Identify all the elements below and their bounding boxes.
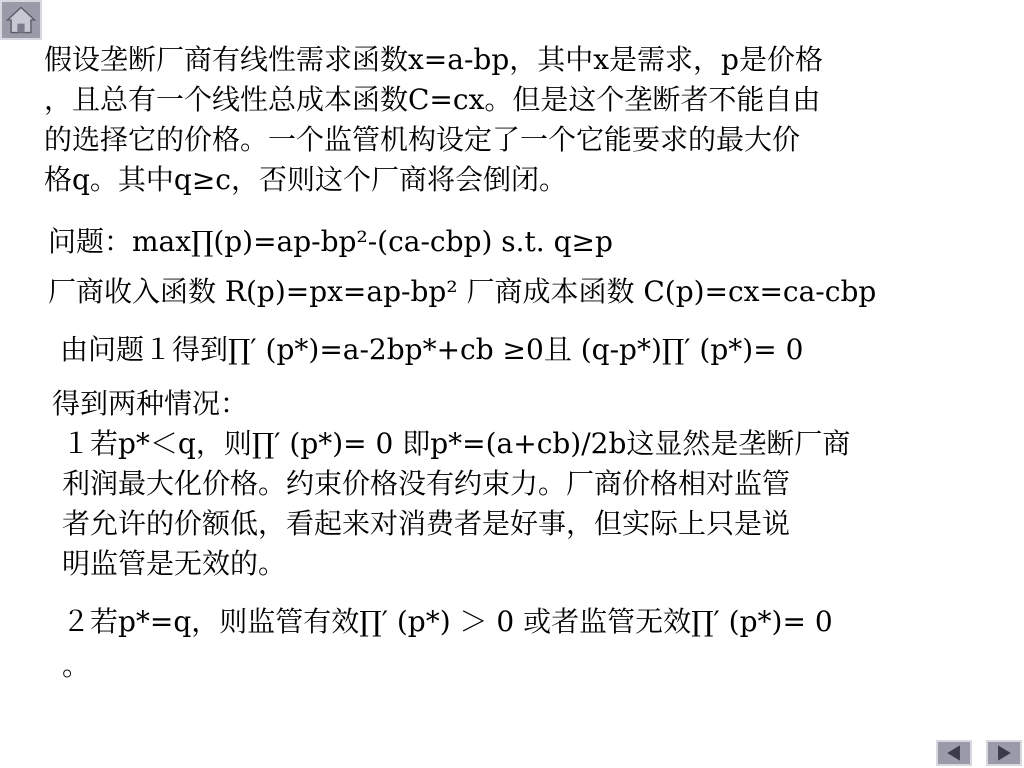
intro-line-2: ，且总有一个线性总成本函数C=cx。但是这个垄断者不能自由 xyxy=(44,83,821,116)
case-1-line-3: 者允许的价额低，看起来对消费者是好事，但实际上只是说 xyxy=(62,507,791,540)
arrow-right-icon xyxy=(988,742,1020,764)
intro-line-1: 假设垄断厂商有线性需求函数x=a-bp，其中x是需求，p是价格 xyxy=(44,43,823,76)
home-button[interactable] xyxy=(0,0,42,40)
revenue-cost-functions: 厂商收入函数 R(p)=px=ap-bp² 厂商成本函数 C(p)=cx=ca-cbp xyxy=(48,275,877,308)
case-1-line-2: 利润最大化价格。约束价格没有约束力。厂商价格相对监管 xyxy=(62,467,791,500)
home-icon xyxy=(2,2,40,38)
cases-intro: 得到两种情况： xyxy=(52,387,249,420)
intro-paragraph xyxy=(44,40,823,200)
case-1-line-1: １若p*＜q，则∏′ (p*)= 0 即p*=(a+cb)/2b这显然是垄断厂商 xyxy=(62,427,851,460)
first-order-condition: 由问题１得到∏′ (p*)=a-2bp*+cb ≥0且 (q-p*)∏′ (p*)= 0 xyxy=(60,333,804,366)
previous-slide-button[interactable] xyxy=(936,740,972,766)
intro-line-3: 的选择它的价格。一个监管机构设定了一个它能要求的最大价 xyxy=(44,123,801,156)
case-1-paragraph xyxy=(62,424,850,584)
next-slide-button[interactable] xyxy=(986,740,1022,766)
case-1-line-4: 明监管是无效的。 xyxy=(62,547,287,580)
case-2-line-1: ２若p*=q，则监管有效∏′ (p*) ＞ 0 或者监管无效∏′ (p*)= 0 xyxy=(62,605,833,638)
case-2-line-2: 。 xyxy=(62,649,91,682)
arrow-left-icon xyxy=(938,742,970,764)
intro-line-4: 格q。其中q≥c，否则这个厂商将会倒闭。 xyxy=(44,163,567,196)
problem-statement: 问题：max∏(p)=ap-bp²-(ca-cbp) s.t. q≥p xyxy=(48,225,613,258)
